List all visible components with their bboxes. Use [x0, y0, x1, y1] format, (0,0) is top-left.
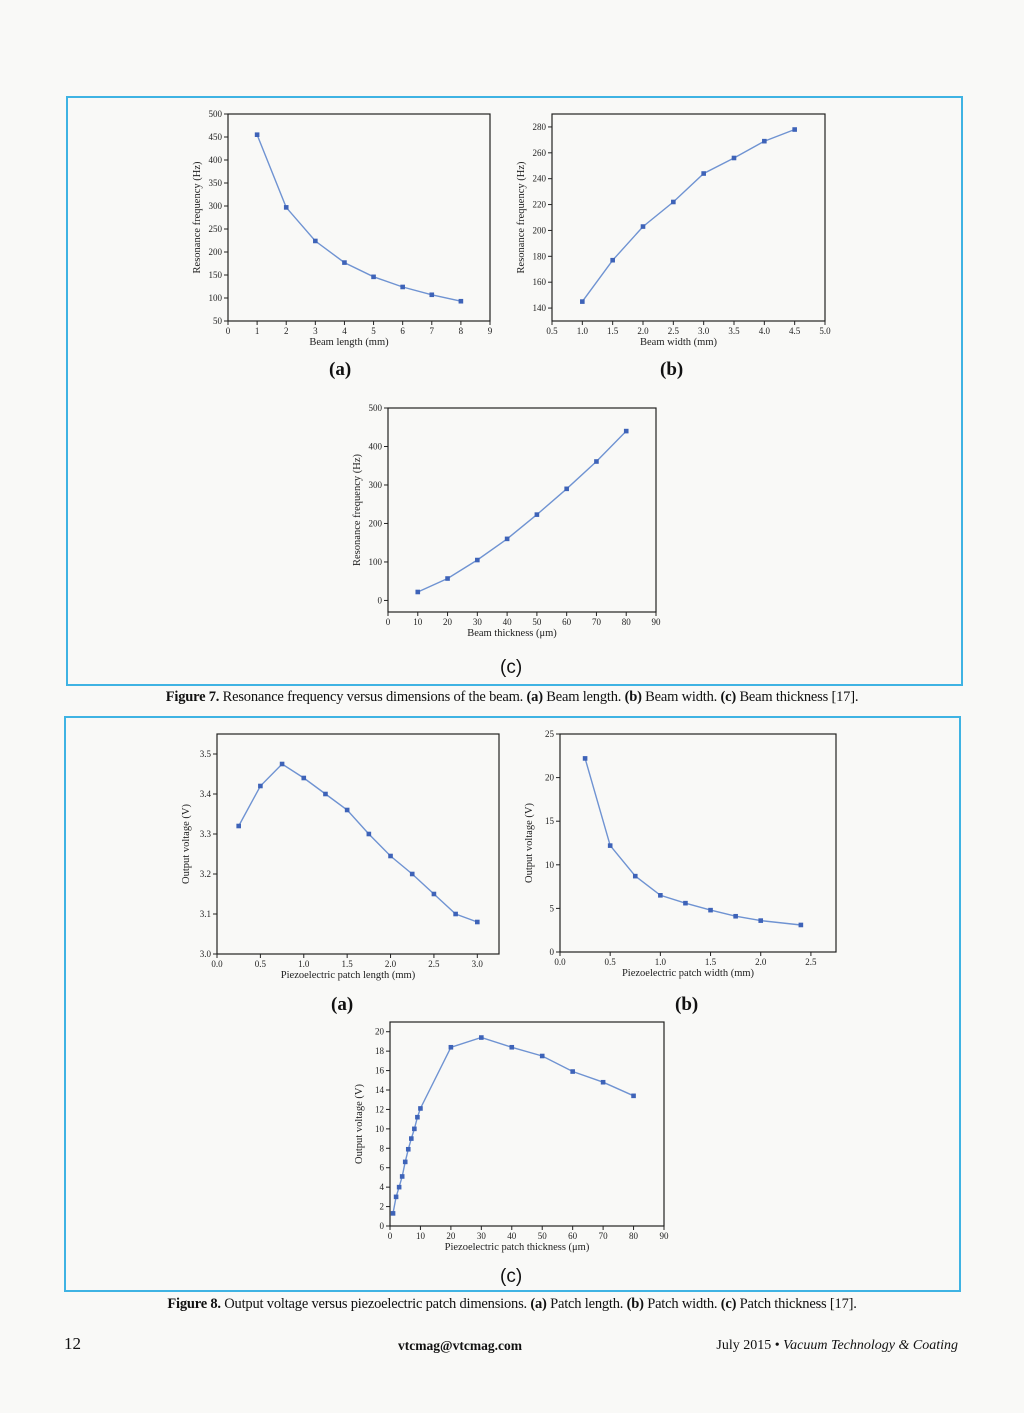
data-point [505, 537, 510, 542]
data-point [732, 156, 737, 161]
y-tick-label: 400 [208, 155, 222, 165]
fig7-panel-a-label: (a) [329, 359, 352, 380]
data-point [388, 854, 393, 859]
data-point [236, 824, 241, 829]
x-tick-label: 50 [537, 1231, 547, 1241]
y-axis-label: Output voltage (V) [354, 1084, 365, 1164]
data-point [301, 776, 306, 781]
y-tick-label: 20 [545, 772, 554, 783]
x-tick-label: 4 [342, 326, 347, 336]
x-tick-label: 3.5 [728, 326, 740, 336]
x-tick-label: 0.5 [254, 959, 267, 969]
x-tick-label: 2.0 [637, 326, 649, 336]
data-point [479, 1035, 484, 1040]
y-tick-label: 200 [208, 247, 222, 257]
x-tick-label: 2.0 [755, 957, 767, 967]
y-tick-label: 450 [208, 132, 222, 142]
y-tick-label: 160 [532, 277, 546, 288]
x-tick-label: 60 [562, 617, 572, 627]
x-axis-label: Piezoelectric patch thickness (μm) [444, 1242, 590, 1253]
y-tick-label: 12 [375, 1104, 384, 1115]
y-tick-label: 4 [379, 1182, 384, 1193]
x-axis-label: Beam thickness (μm) [467, 628, 557, 639]
y-axis-label: Resonance frequency (Hz) [516, 161, 527, 274]
x-tick-label: 0.5 [604, 957, 616, 967]
data-point [583, 756, 588, 761]
x-tick-label: 2.5 [805, 957, 817, 967]
y-tick-label: 220 [532, 199, 546, 210]
x-tick-label: 30 [476, 1231, 486, 1241]
data-point [799, 923, 804, 928]
data-point [475, 558, 480, 563]
y-tick-label: 500 [208, 109, 222, 119]
x-tick-label: 3.0 [698, 326, 710, 336]
x-tick-label: 20 [446, 1231, 456, 1241]
x-tick-label: 1.0 [654, 957, 666, 967]
figure-8-caption-a: (a) [530, 1296, 547, 1312]
x-tick-label: 30 [472, 617, 482, 627]
series-line [582, 130, 794, 302]
x-tick-label: 60 [568, 1231, 578, 1241]
data-point [255, 132, 260, 137]
x-tick-label: 0 [385, 617, 391, 627]
y-tick-label: 260 [532, 147, 546, 158]
x-tick-label: 80 [621, 617, 631, 627]
data-point [449, 1045, 454, 1050]
fig7-panel-c-label: (c) [500, 657, 523, 678]
y-tick-label: 14 [375, 1085, 384, 1095]
y-tick-label: 3.5 [199, 749, 211, 759]
y-tick-label: 3.1 [199, 909, 211, 919]
figure-7-caption-text: Resonance frequency versus dimensions of the beam. [219, 689, 527, 705]
y-tick-label: 250 [208, 224, 222, 234]
data-point [683, 901, 688, 906]
y-tick-label: 100 [208, 293, 222, 303]
data-point [641, 224, 646, 229]
y-tick-label: 16 [375, 1065, 384, 1076]
x-tick-label: 90 [659, 1231, 669, 1241]
y-tick-label: 180 [532, 251, 546, 262]
x-tick-label: 3.0 [471, 959, 483, 969]
figure-8-caption-text: Output voltage versus piezoelectric patch dimensions. [220, 1296, 531, 1312]
y-axis-label: Output voltage (V) [524, 803, 535, 883]
x-tick-label: 70 [598, 1231, 608, 1241]
figure-7-caption-b-text: Beam width. [641, 689, 721, 705]
x-tick-label: 2 [283, 326, 289, 336]
x-tick-label: 1.5 [704, 957, 717, 967]
data-point [345, 808, 350, 813]
footer-email[interactable]: vtcmag@vtcmag.com [398, 1338, 522, 1353]
data-point [391, 1211, 396, 1216]
data-point [371, 275, 376, 280]
data-point [459, 299, 464, 304]
x-tick-label: 8 [458, 326, 464, 336]
figure-7-caption [0, 689, 1024, 706]
x-tick-label: 7 [429, 326, 435, 336]
page-number: 12 [64, 1334, 81, 1353]
x-tick-label: 40 [502, 617, 512, 627]
data-point [701, 171, 706, 176]
data-point [601, 1080, 606, 1085]
series-line [585, 758, 801, 925]
data-point [733, 914, 738, 919]
x-tick-label: 10 [413, 617, 423, 627]
y-axis-label: Resonance frequency (Hz) [352, 454, 363, 566]
plot-frame [390, 1022, 664, 1226]
x-tick-label: 1.0 [576, 326, 588, 336]
data-point [580, 299, 585, 304]
y-tick-label: 50 [213, 316, 222, 326]
figure-7-caption-c-text: Beam thickness [17]. [736, 689, 859, 705]
y-tick-label: 10 [545, 859, 554, 870]
data-point [758, 918, 763, 923]
chart-fig7b [510, 108, 840, 353]
y-tick-label: 6 [379, 1162, 384, 1173]
series-line [239, 764, 478, 922]
y-tick-label: 3.4 [199, 789, 211, 799]
y-tick-label: 20 [375, 1026, 384, 1037]
x-tick-label: 9 [487, 326, 493, 336]
figure-8-caption-b: (b) [626, 1296, 644, 1312]
data-point [410, 872, 415, 877]
data-point [400, 1174, 405, 1179]
chart-fig8b [520, 728, 840, 990]
data-point [762, 139, 767, 144]
plot-frame [388, 408, 656, 612]
x-tick-label: 2.5 [667, 326, 679, 336]
series-line [418, 431, 626, 592]
figure-8-caption-c-text: Patch thickness [17]. [736, 1296, 857, 1312]
x-tick-label: 0.0 [211, 959, 223, 969]
x-tick-label: 3 [313, 326, 318, 336]
y-tick-label: 0 [379, 1221, 384, 1231]
data-point [608, 843, 613, 848]
y-tick-label: 0 [549, 947, 554, 957]
figure-8-caption-c: (c) [720, 1296, 737, 1312]
data-point [564, 487, 569, 492]
fig8-panel-b-label: (b) [675, 994, 699, 1015]
y-tick-label: 0 [377, 595, 382, 606]
data-point [397, 1185, 402, 1190]
data-point [367, 832, 372, 837]
y-tick-label: 10 [375, 1123, 384, 1134]
data-point [284, 205, 289, 210]
figure-7-caption-a-text: Beam length. [542, 689, 625, 705]
x-tick-label: 20 [443, 617, 453, 627]
series-line [393, 1038, 634, 1214]
x-tick-label: 5 [371, 326, 376, 336]
figure-8-caption-a-text: Patch length. [546, 1296, 627, 1312]
footer-issue [716, 1338, 958, 1354]
data-point [429, 292, 434, 297]
data-point [403, 1160, 408, 1165]
y-tick-label: 100 [368, 556, 382, 567]
data-point [708, 908, 713, 913]
x-axis-label: Piezoelectric patch width (mm) [621, 968, 755, 979]
x-tick-label: 1.0 [298, 959, 310, 969]
data-point [658, 893, 663, 898]
chart-fig8c [350, 1016, 675, 1261]
data-point [406, 1147, 411, 1152]
x-tick-label: 2.0 [384, 959, 397, 969]
x-tick-label: 40 [507, 1231, 517, 1241]
y-axis-label: Output voltage (V) [181, 804, 192, 884]
data-point [342, 260, 347, 265]
chart-fig7c [345, 402, 670, 647]
x-tick-label: 90 [651, 617, 661, 627]
y-tick-label: 140 [532, 303, 546, 314]
fig8-panel-c-label: (c) [500, 1266, 523, 1287]
data-point [792, 127, 797, 132]
data-point [570, 1069, 575, 1074]
x-tick-label: 4.5 [789, 326, 801, 336]
y-tick-label: 200 [532, 225, 546, 236]
y-axis-label: Resonance frequency (Hz) [192, 161, 203, 274]
plot-frame [228, 114, 490, 321]
x-tick-label: 1.5 [341, 959, 353, 969]
x-tick-label: 6 [400, 326, 405, 336]
y-tick-label: 350 [208, 178, 222, 188]
data-point [418, 1106, 423, 1111]
y-tick-label: 5 [549, 903, 554, 914]
y-tick-label: 3.3 [199, 829, 211, 839]
data-point [409, 1136, 414, 1141]
chart-fig8a [175, 728, 505, 990]
figure-7-caption-label: Figure 7. [165, 689, 220, 705]
x-axis-label: Beam width (mm) [640, 337, 717, 348]
x-tick-label: 4.0 [758, 326, 770, 336]
data-point [432, 892, 437, 897]
y-tick-label: 500 [368, 403, 382, 413]
x-tick-label: 1 [254, 326, 260, 336]
data-point [453, 912, 458, 917]
footer-issue-date: July 2015 • [716, 1338, 784, 1353]
y-tick-label: 2 [379, 1201, 384, 1212]
data-point [509, 1045, 514, 1050]
plot-frame [560, 734, 836, 952]
data-point [280, 762, 285, 767]
fig8-panel-a-label: (a) [331, 994, 354, 1015]
footer-journal-name: Vacuum Technology & Coating [783, 1338, 958, 1353]
data-point [535, 512, 540, 517]
y-tick-label: 400 [368, 441, 382, 452]
y-tick-label: 240 [532, 173, 546, 184]
y-tick-label: 150 [208, 270, 222, 280]
series-line [257, 135, 461, 302]
x-axis-label: Beam length (mm) [309, 337, 389, 348]
data-point [540, 1054, 545, 1059]
data-point [631, 1094, 636, 1099]
data-point [323, 792, 328, 797]
data-point [415, 590, 420, 595]
data-point [313, 239, 318, 244]
figure-7-caption-b: (b) [624, 689, 642, 705]
y-tick-label: 15 [545, 816, 554, 827]
figure-7-caption-c: (c) [720, 689, 737, 705]
x-tick-label: 10 [415, 1231, 425, 1241]
y-tick-label: 18 [375, 1046, 384, 1057]
chart-fig7a [185, 108, 500, 353]
plot-frame [217, 734, 499, 954]
y-tick-label: 3.2 [199, 869, 211, 879]
x-axis-label: Piezoelectric patch length (mm) [280, 970, 416, 981]
x-tick-label: 1.5 [607, 326, 619, 336]
x-tick-label: 5.0 [819, 326, 831, 336]
x-tick-label: 80 [629, 1231, 639, 1241]
figure-8-caption-b-text: Patch width. [643, 1296, 721, 1312]
x-tick-label: 0 [387, 1231, 393, 1241]
x-tick-label: 50 [532, 617, 542, 627]
data-point [412, 1127, 417, 1132]
x-tick-label: 0 [225, 326, 231, 336]
data-point [394, 1195, 399, 1200]
y-tick-label: 25 [545, 729, 554, 739]
y-tick-label: 200 [368, 518, 382, 529]
figure-7-caption-a: (a) [526, 689, 543, 705]
y-tick-label: 300 [368, 479, 382, 490]
data-point [415, 1115, 420, 1120]
y-tick-label: 3.0 [199, 949, 211, 959]
data-point [671, 200, 676, 205]
y-tick-label: 280 [532, 121, 546, 132]
x-tick-label: 0.0 [554, 957, 566, 967]
data-point [594, 459, 599, 464]
y-tick-label: 300 [208, 201, 222, 211]
data-point [633, 874, 638, 879]
figure-8-caption [0, 1296, 1024, 1313]
data-point [624, 429, 629, 434]
data-point [258, 784, 263, 789]
data-point [445, 576, 450, 581]
y-tick-label: 8 [379, 1143, 384, 1154]
x-tick-label: 70 [591, 617, 601, 627]
data-point [475, 920, 480, 925]
x-tick-label: 0.5 [546, 326, 558, 336]
figure-8-caption-label: Figure 8. [167, 1296, 221, 1312]
data-point [400, 285, 405, 290]
data-point [610, 258, 615, 263]
plot-frame [552, 114, 825, 321]
x-tick-label: 2.5 [428, 959, 440, 969]
fig7-panel-b-label: (b) [660, 359, 684, 380]
